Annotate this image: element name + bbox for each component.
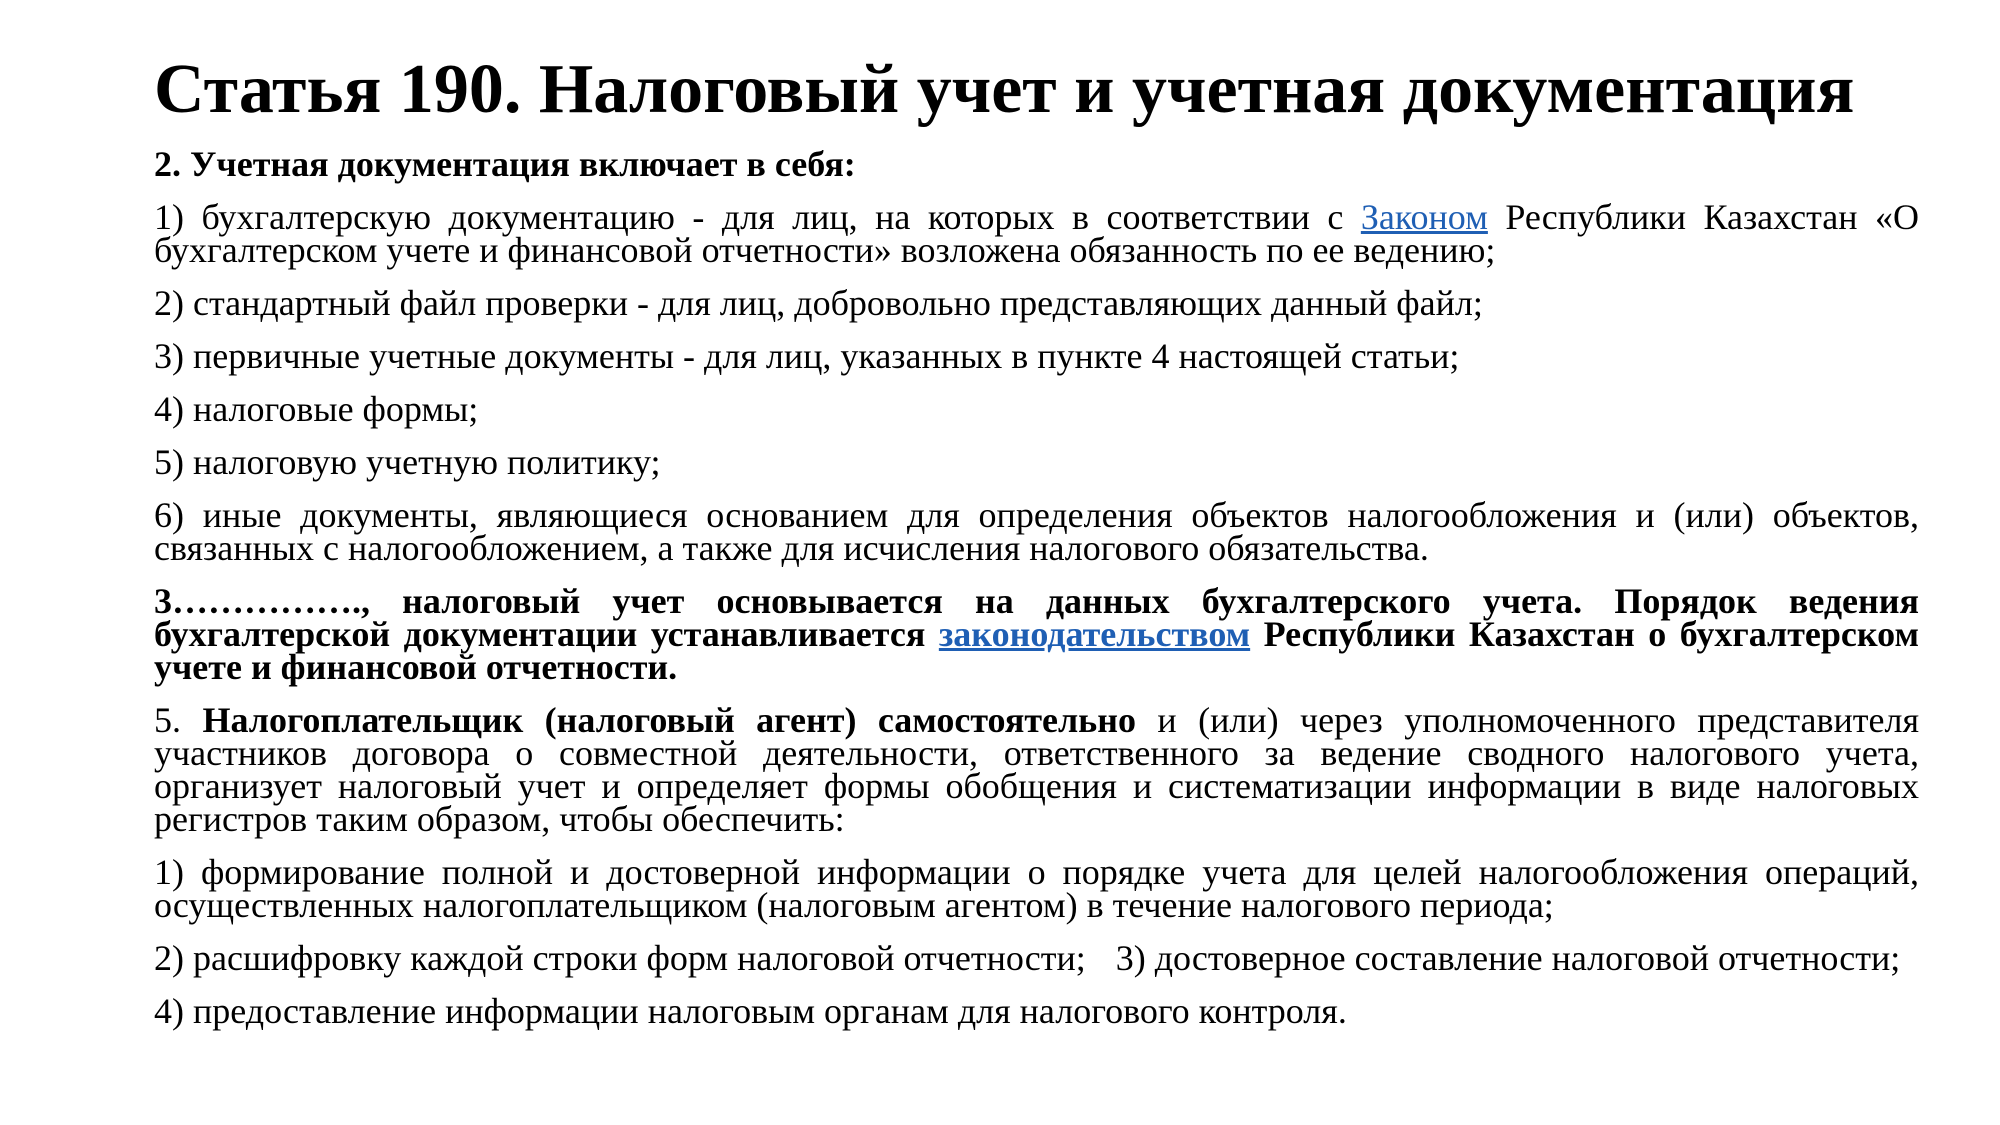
list-item-3: 3) первичные учетные документы - для лиц, указанных в пункте 4 настоящей статьи; xyxy=(154,336,1460,376)
list-item-1-text-before: 1) бухгалтерскую документацию - для лиц, на которых в соответствии с xyxy=(154,197,1361,237)
list-item-6: 6) иные документы, являющиеся основанием для определения объектов налогообложения и (или) объектов, связанных с налогообложением, а также для исчисления налогового обязательства. xyxy=(154,495,1919,568)
list-item-4: 4) налоговые формы; xyxy=(154,389,479,429)
article-body xyxy=(154,144,1920,1048)
section-3-text-after: Республики Казахстан о бухгалтерском учете и финансовой отчетности. xyxy=(154,614,1919,687)
section-3-paragraph xyxy=(154,581,1919,687)
list-item-1 xyxy=(154,197,1920,270)
section-3-text-before: 3……………., налоговый учет основывается на данных бухгалтерского учета. Порядок ведения бухгалтерской документации устанавливается xyxy=(154,581,1919,654)
section-5-item-3: 3) достоверное составление налоговой отчетности; xyxy=(1115,938,1901,978)
section-5-text: и (или) через уполномоченного представителя участников договора о совместной деятельности, ответственного за ведение сводного налогового учета, организует налоговый учет и определяет формы обобщения и систематизации информации в виде налоговых регистров таким образом, чтобы обеспечить: xyxy=(154,700,1920,839)
section-5-number: 5. xyxy=(154,700,203,740)
zakon-link[interactable]: Законом xyxy=(1360,197,1488,237)
section-5-items-2-3 xyxy=(154,938,1919,978)
zakonodatelstvo-link[interactable]: законодательством xyxy=(938,614,1251,654)
page-title: Статья 190. Налоговый учет и учетная документация xyxy=(154,51,1855,128)
section-2-heading: 2. Учетная документация включает в себя: xyxy=(154,144,856,184)
list-item-5: 5) налоговую учетную политику; xyxy=(154,442,661,482)
section-5-paragraph xyxy=(154,700,1920,839)
list-item-2: 2) стандартный файл проверки - для лиц, добровольно представляющих данный файл; xyxy=(154,283,1483,323)
list-item-1-text-after: Республики Казахстан «О бухгалтерском учете и финансовой отчетности» возложена обязанность по ее ведению; xyxy=(154,197,1920,270)
section-5-bold-phrase: Налогоплательщик (налоговый агент) самостоятельно xyxy=(202,700,1136,740)
section-5-item-2: 2) расшифровку каждой строки форм налоговой отчетности; xyxy=(154,938,1086,978)
section-5-item-4: 4) предоставление информации налоговым органам для налогового контроля. xyxy=(154,991,1347,1031)
section-5-item-1: 1) формирование полной и достоверной информации о порядке учета для целей налогообложения операций, осуществленных налогоплательщиком (налоговым агентом) в течение налогового периода; xyxy=(154,852,1919,925)
